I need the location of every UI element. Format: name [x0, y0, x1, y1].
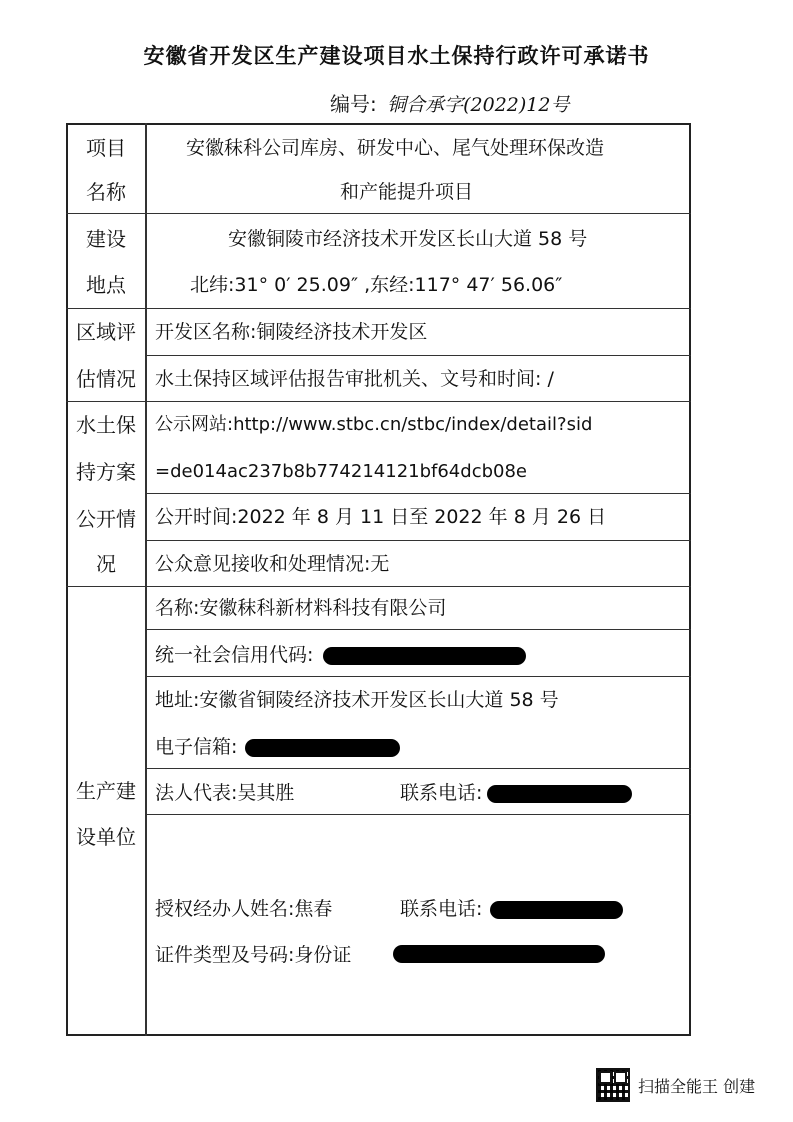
qr-code-icon: [596, 1068, 630, 1102]
legal-rep-phone-label: 联系电话:: [400, 782, 483, 804]
cell-divider: [145, 493, 691, 494]
label-regional-2: 估情况: [76, 367, 136, 391]
row-divider: [66, 586, 691, 587]
cell-divider: [145, 676, 691, 677]
serial-number: [330, 88, 569, 117]
row-divider: [66, 213, 691, 214]
redacted-agent-phone: [490, 901, 623, 919]
credit-code-label: 统一社会信用代码:: [155, 644, 314, 666]
label-disclosure-4: 况: [96, 552, 116, 576]
label-builder-2: 设单位: [76, 825, 136, 849]
label-location-2: 地点: [86, 273, 126, 297]
disclosure-period: 公开时间:2022 年 8 月 11 日至 2022 年 8 月 26 日: [155, 506, 607, 528]
row-divider: [66, 401, 691, 402]
label-disclosure-1: 水土保: [76, 413, 136, 437]
document-title: 安徽省开发区生产建设项目水土保持行政许可承诺书: [143, 44, 650, 68]
label-project-name-1: 项目: [86, 136, 126, 160]
scanner-label: 扫描全能王 创建: [638, 1076, 756, 1096]
label-builder-1: 生产建: [76, 779, 136, 803]
cell-divider: [145, 768, 691, 769]
project-name-line1: 安徽秣科公司库房、研发中心、尾气处理环保改造: [186, 137, 605, 159]
label-location-1: 建设: [86, 227, 126, 251]
cell-divider: [145, 814, 691, 815]
redacted-legal-rep-phone: [487, 785, 632, 803]
location-address: 安徽铜陵市经济技术开发区长山大道 58 号: [228, 228, 588, 250]
label-project-name-2: 名称: [86, 180, 126, 204]
assessment-approval: 水土保持区域评估报告审批机关、文号和时间: /: [155, 368, 554, 390]
company-address: 地址:安徽省铜陵经济技术开发区长山大道 58 号: [155, 689, 559, 711]
disclosure-website-line1: 公示网站:http://www.stbc.cn/stbc/index/detail?sid: [155, 414, 593, 435]
label-regional-1: 区域评: [76, 320, 136, 344]
scanner-watermark: [596, 1068, 755, 1102]
cell-divider: [145, 629, 691, 630]
zone-name: 开发区名称:铜陵经济技术开发区: [155, 321, 428, 343]
agent-name: 授权经办人姓名:焦春: [155, 898, 333, 920]
redacted-email: [245, 739, 400, 757]
id-document: 证件类型及号码:身份证: [155, 944, 352, 966]
label-disclosure-2: 持方案: [76, 460, 136, 484]
public-feedback: 公众意见接收和处理情况:无: [155, 553, 390, 575]
serial-value-handwritten: 铜合承字(2022)12号: [387, 94, 570, 116]
serial-label: 编号:: [330, 92, 377, 116]
legal-representative: 法人代表:吴其胜: [155, 782, 295, 804]
company-name: 名称:安徽秣科新材料科技有限公司: [155, 597, 447, 619]
redacted-credit-code: [323, 647, 526, 665]
cell-divider: [145, 355, 691, 356]
location-coordinates: 北纬:31° 0′ 25.09″ ,东经:117° 47′ 56.06″: [190, 274, 563, 296]
email-label: 电子信箱:: [155, 736, 238, 758]
redacted-id-number: [393, 945, 605, 963]
agent-phone-label: 联系电话:: [400, 898, 483, 920]
cell-divider: [145, 540, 691, 541]
label-disclosure-3: 公开情: [76, 507, 136, 531]
project-name-line2: 和产能提升项目: [340, 181, 474, 203]
disclosure-website-line2: =de014ac237b8b774214121bf64dcb08e: [155, 461, 527, 482]
row-divider: [66, 308, 691, 309]
label-column-divider: [145, 123, 147, 1036]
